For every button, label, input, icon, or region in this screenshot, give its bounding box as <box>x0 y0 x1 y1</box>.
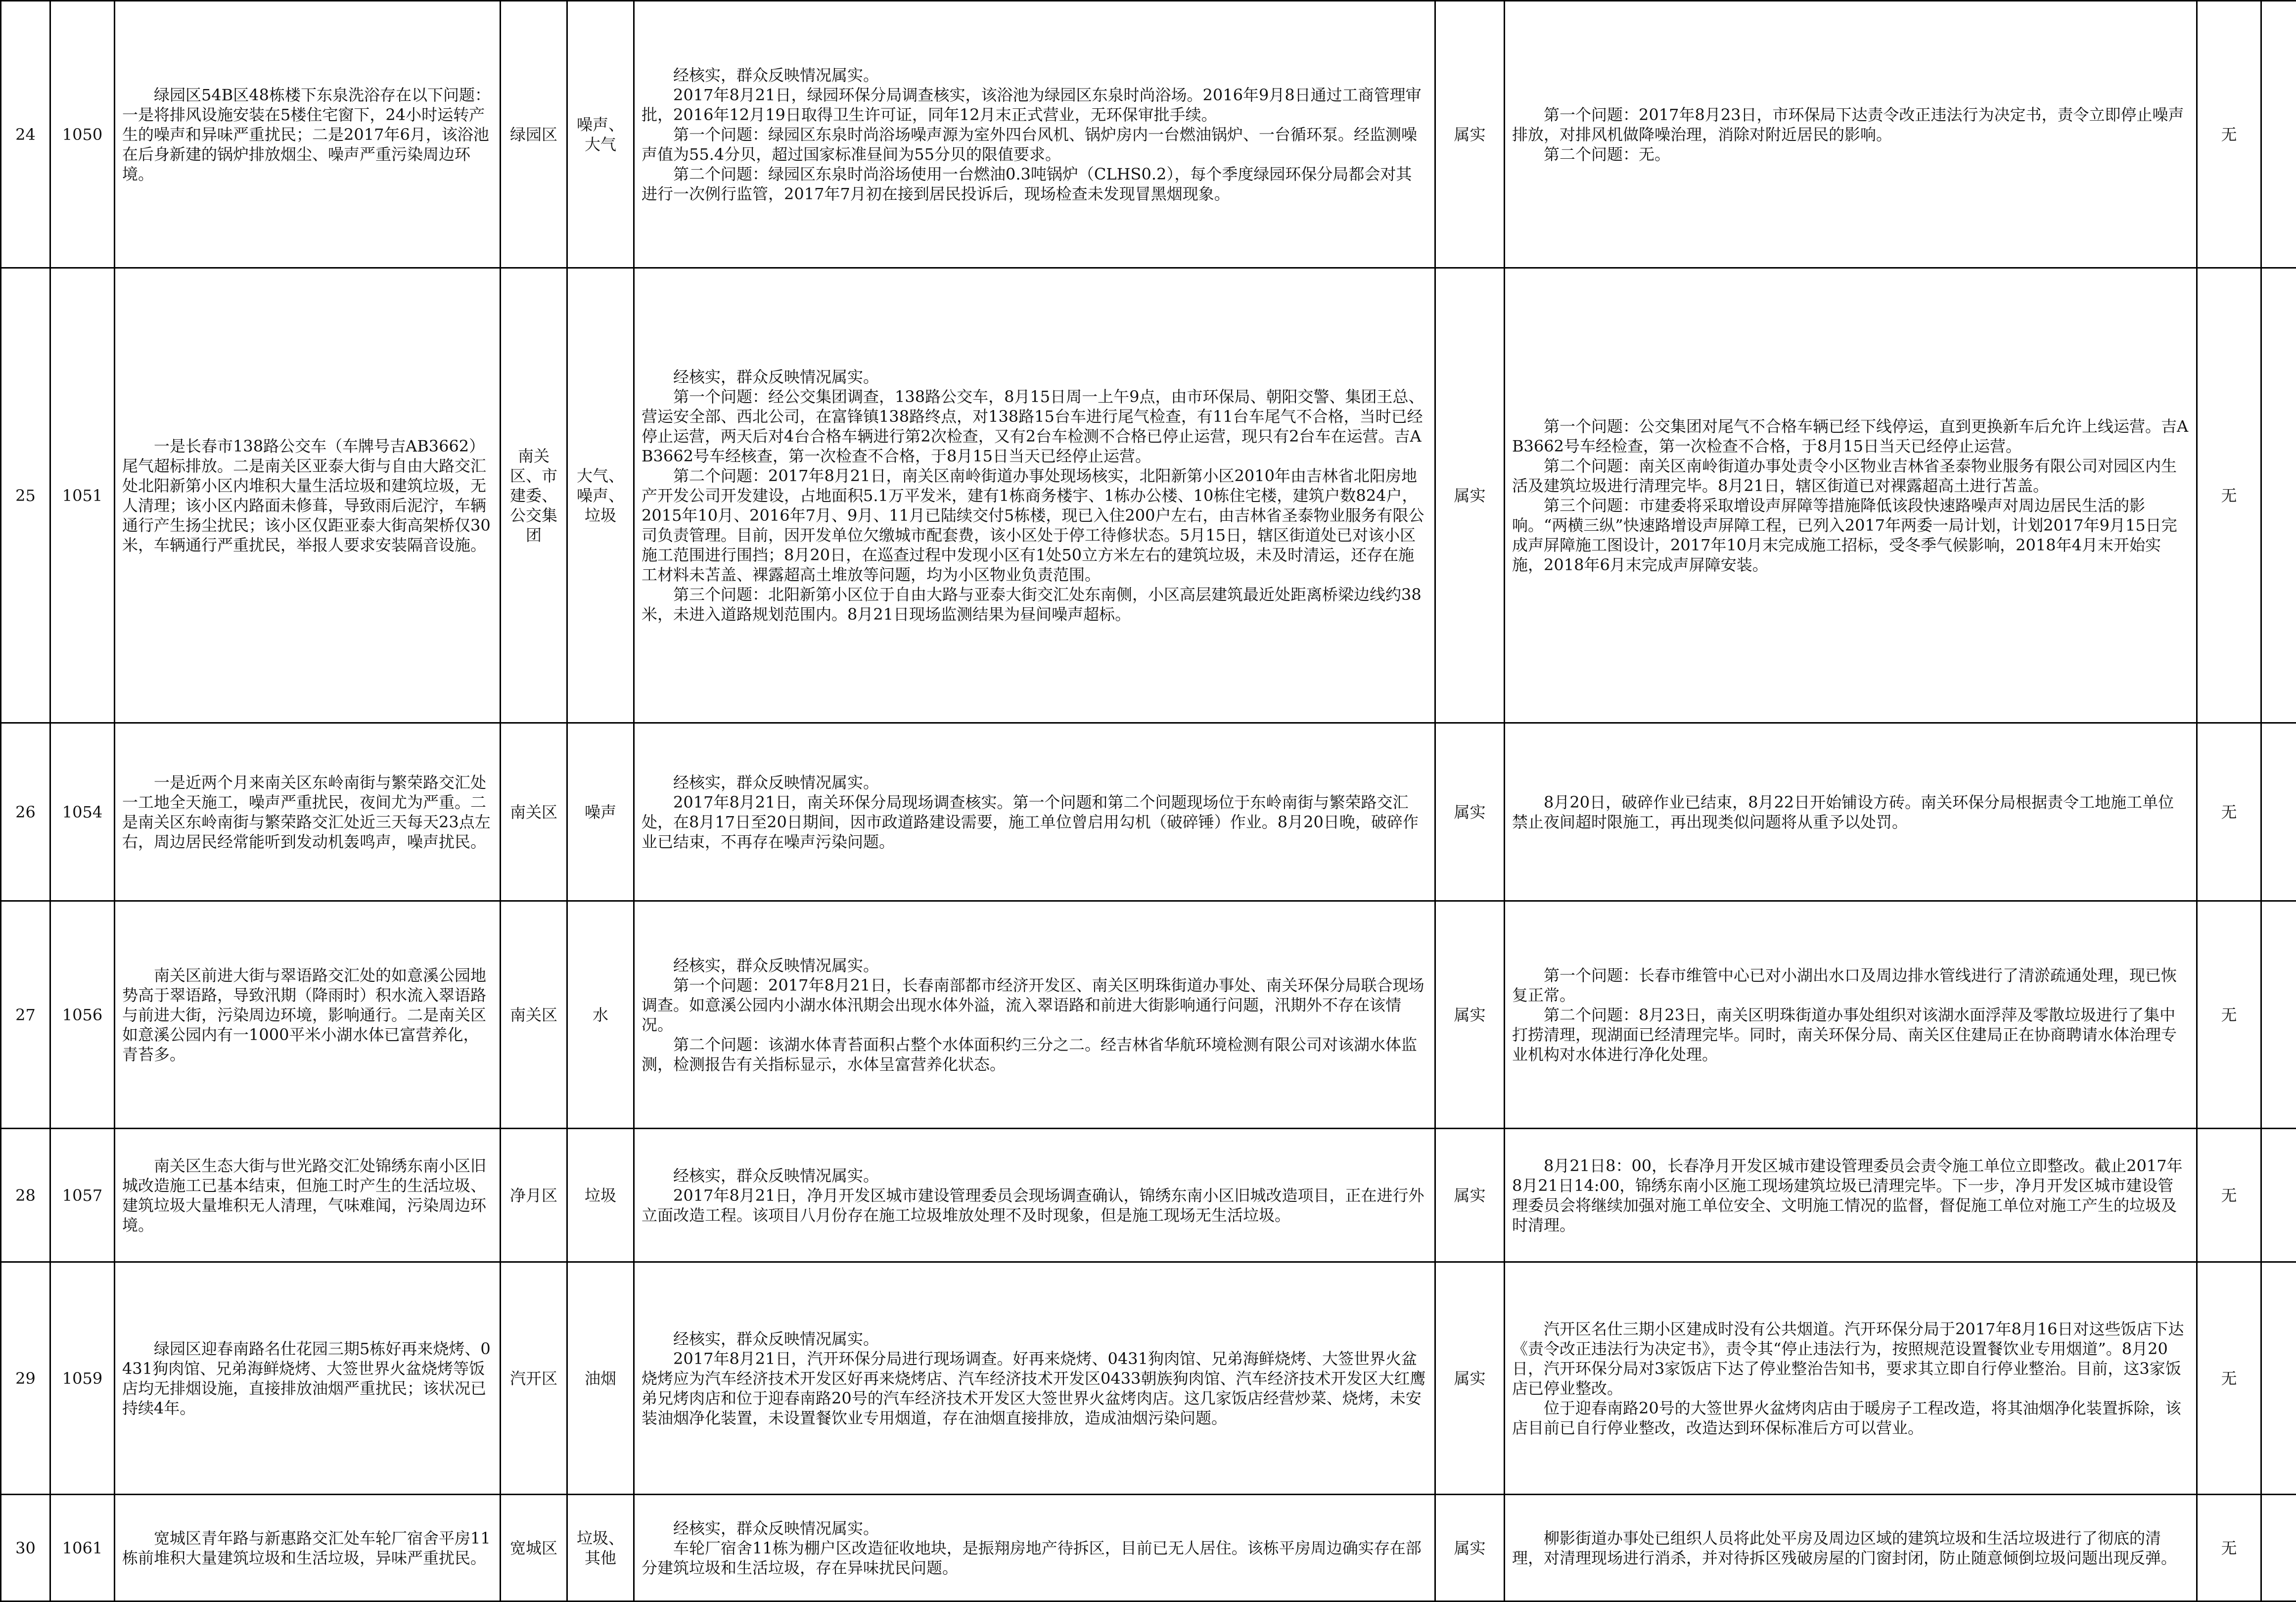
table-row <box>1 1 2296 268</box>
district: 净月区 <box>510 1186 557 1205</box>
verdict: 属实 <box>1454 125 1485 144</box>
handling-cell <box>1505 1 2197 268</box>
handling-text <box>1512 1156 2189 1235</box>
handling-cell <box>1505 1262 2197 1495</box>
pollution-type: 垃圾 <box>585 1186 616 1205</box>
investigation-paragraph: 第三个问题：北阳新第小区位于自由大路与亚泰大街交汇处东南侧，小区高层建筑最近处距离桥梁边线约38米，未进入道路规划范围内。8月21日现场监测结果为昼间噪声超标。 <box>642 585 1427 624</box>
investigation-text <box>642 367 1427 624</box>
complaint-text <box>122 965 493 1064</box>
district: 南关区、市建委、公交集团 <box>510 447 557 545</box>
handling-cell <box>1505 723 2197 901</box>
handling-text <box>1512 1528 2189 1568</box>
handling-paragraph: 第一个问题：长春市维管中心已对小湖出水口及周边排水管线进行了清淤疏通处理，现已恢复正常。 <box>1512 965 2189 1005</box>
investigation-text <box>642 1329 1427 1428</box>
pollution-type: 噪声 <box>585 803 616 822</box>
handling-cell <box>1505 268 2197 723</box>
verdict-cell <box>1435 1495 1505 1602</box>
investigation-text <box>642 65 1427 204</box>
handling-paragraph: 第一个问题：公交集团对尾气不合格车辆已经下线停运，直到更换新车后允许上线运营。吉AB3662号车经检查，第一次检查不合格，于8月15日当天已经停止运营。 <box>1512 416 2189 456</box>
accountability-cell <box>2197 1262 2261 1495</box>
investigation-paragraph: 第一个问题：经公交集团调查，138路公交车，8月15日周一上午9点，由市环保局、朝阳交警、集团王总、营运安全部、西北公司，在富锋镇138路终点，对138路15台车进行尾气检查，有11台车尾气不合格，当时已经停止运营，两天后对4台合格车辆进行第2次检查，又有2台车检测不合格已停止运营，现只有2台车在运营。吉AB3662号车经核查，第一次检查不合格，于8月15日当天已经停止运营。 <box>642 387 1427 466</box>
investigation-paragraph: 2017年8月21日，绿园环保分局调查核实，该浴池为绿园区东泉时尚浴场。2016年9月8日通过工商管理审批，2016年12月19日取得卫生许可证，同年12月末正式营业，无环保审批手续。 <box>642 85 1427 125</box>
blank-edge-cell <box>2261 1495 2296 1602</box>
row-index: 26 <box>15 803 36 822</box>
pollution-type: 油烟 <box>585 1369 616 1388</box>
handling-paragraph: 位于迎春南路20号的大签世界火盆烤肉店由于暖房子工程改造，将其油烟净化装置拆除，该店目前已自行停业整改，改造达到环保标准后方可以营业。 <box>1512 1398 2189 1438</box>
investigation-cell <box>634 723 1435 901</box>
table-row <box>1 1262 2296 1495</box>
accountability-cell <box>2197 901 2261 1129</box>
case-number: 1061 <box>62 1539 102 1557</box>
investigation-cell <box>634 1129 1435 1262</box>
blank-edge-cell <box>2261 901 2296 1129</box>
investigation-paragraph: 第二个问题：2017年8月21日，南关区南岭街道办事处现场核实，北阳新第小区2010年由吉林省北阳房地产开发公司开发建设，占地面积5.1万平发米，建有1栋商务楼宇、1栋办公楼、10栋住宅楼，建筑户数824户，2015年10月、2016年7月、9月、11月已陆续交付5栋楼，现已入住200户左右，由吉林省圣泰物业服务有限公司负责管理。目前，因开发单位欠缴城市配套费，该小区处于停工待修状态。5月15日，辖区街道处已对该小区施工范围进行围挡；8月20日，在巡查过程中发现小区有1处50立方米左右的建筑垃圾，未及时清运，还存在施工材料未苫盖、裸露超高土堆放等问题，均为小区物业负责范围。 <box>642 466 1427 585</box>
complaint-text <box>122 773 493 852</box>
investigation-paragraph: 经核实，群众反映情况属实。 <box>642 367 1427 387</box>
verdict-cell <box>1435 1262 1505 1495</box>
handling-text <box>1512 792 2189 832</box>
handling-paragraph: 第二个问题：8月23日，南关区明珠街道办事处组织对该湖水面浮萍及零散垃圾进行了集中打捞清理，现湖面已经清理完毕。同时，南关环保分局、南关区住建局正在协商聘请水体治理专业机构对水体进行净化处理。 <box>1512 1005 2189 1064</box>
handling-paragraph: 汽开区名仕三期小区建成时没有公共烟道。汽开环保分局于2017年8月16日对这些饭店下达《责令改正违法行为决定书》，责令其“停止违法行为，按照规范设置餐饮业专用烟道”。8月20日，汽开环保分局对3家饭店下达了停业整治告知书，要求其立即自行停业整治。目前，这3家饭店已停业整改。 <box>1512 1319 2189 1398</box>
table-body <box>1 1 2296 1602</box>
row-index-cell <box>1 268 50 723</box>
handling-paragraph: 8月21日8：00，长春净月开发区城市建设管理委员会责令施工单位立即整改。截止2017年8月21日14:00，锦绣东南小区施工现场建筑垃圾已清理完毕。下一步，净月开发区城市建设管理委员会将继续加强对施工单位安全、文明施工情况的监督，督促施工单位对施工产生的垃圾及时清理。 <box>1512 1156 2189 1235</box>
complaint-text <box>122 1528 493 1568</box>
accountability: 无 <box>2221 803 2237 822</box>
pollution-type-cell <box>567 1262 634 1495</box>
investigation-cell <box>634 1262 1435 1495</box>
case-number-cell <box>50 901 115 1129</box>
handling-paragraph: 第三个问题：市建委将采取增设声屏障等措施降低该段快速路噪声对周边居民生活的影响。“两横三纵”快速路增设声屏障工程，已列入2017年两委一局计划，计划2017年9月15日完成声屏障施工图设计，2017年10月末完成施工招标，受冬季气候影响，2018年4月末开始实施，2018年6月末完成声屏障安装。 <box>1512 496 2189 575</box>
accountability: 无 <box>2221 125 2237 144</box>
handling-cell <box>1505 1129 2197 1262</box>
investigation-paragraph: 经核实，群众反映情况属实。 <box>642 956 1427 975</box>
pollution-type-cell <box>567 1 634 268</box>
row-index: 30 <box>15 1539 36 1557</box>
complaint-paragraph: 一是长春市138路公交车（车牌号吉AB3662）尾气超标排放。二是南关区亚泰大街与自由大路交汇处北阳新第小区内堆积大量生活垃圾和建筑垃圾，无人清理；该小区内路面未修葺，导致雨后泥泞，车辆通行产生扬尘扰民；该小区仅距亚泰大街高架桥仅30米，车辆通行严重扰民，举报人要求安装隔音设施。 <box>122 436 493 555</box>
accountability-cell <box>2197 268 2261 723</box>
district-cell <box>501 1262 567 1495</box>
district: 汽开区 <box>510 1369 557 1388</box>
district-cell <box>501 1129 567 1262</box>
case-number-cell <box>50 1262 115 1495</box>
pollution-type-cell <box>567 901 634 1129</box>
pollution-type: 噪声、大气 <box>577 115 624 154</box>
case-number-cell <box>50 268 115 723</box>
handling-paragraph: 第二个问题：南关区南岭街道办事处责令小区物业吉林省圣泰物业服务有限公司对园区内生活及建筑垃圾进行清理完毕。8月21日，辖区街道已对裸露超高土进行苫盖。 <box>1512 456 2189 496</box>
complaint-text <box>122 1156 493 1235</box>
row-index: 28 <box>15 1186 36 1205</box>
handling-text <box>1512 416 2189 575</box>
complaint-text <box>122 1339 493 1418</box>
pollution-type-cell <box>567 1129 634 1262</box>
handling-paragraph: 8月20日，破碎作业已结束，8月22日开始铺设方砖。南关环保分局根据责令工地施工单位禁止夜间超时限施工，再出现类似问题将从重予以处罚。 <box>1512 792 2189 832</box>
investigation-paragraph: 第一个问题：绿园区东泉时尚浴场噪声源为室外四台风机、锅炉房内一台燃油锅炉、一台循环泵。经监测噪声值为55.4分贝，超过国家标准昼间为55分贝的限值要求。 <box>642 125 1427 164</box>
row-index-cell <box>1 1 50 268</box>
district-cell <box>501 723 567 901</box>
accountability: 无 <box>2221 1006 2237 1024</box>
complaint-cell <box>115 268 501 723</box>
handling-text <box>1512 105 2189 164</box>
pollution-type: 大气、噪声、垃圾 <box>577 466 624 525</box>
complaint-text <box>122 85 493 184</box>
investigation-paragraph: 经核实，群众反映情况属实。 <box>642 65 1427 85</box>
district: 宽城区 <box>510 1539 557 1557</box>
table-row <box>1 1495 2296 1602</box>
case-number-cell <box>50 1129 115 1262</box>
accountability-cell <box>2197 1495 2261 1602</box>
accountability-cell <box>2197 723 2261 901</box>
case-number: 1051 <box>62 486 102 505</box>
investigation-paragraph: 2017年8月21日，汽开环保分局进行现场调查。好再来烧烤、0431狗肉馆、兄弟海鲜烧烤、大签世界火盆烧烤应为汽车经济技术开发区好再来烧烤店、汽车经济技术开发区0433朝族狗肉馆、汽车经济技术开发区大红鹰弟兄烤肉店和位于迎春南路20号的汽车经济技术开发区大签世界火盆烤肉店。这几家饭店经营炒菜、烧烤，未安装油烟净化装置，未设置餐饮业专用烟道，存在油烟直接排放，造成油烟污染问题。 <box>642 1349 1427 1428</box>
case-number: 1050 <box>62 125 102 144</box>
verdict-cell <box>1435 1 1505 268</box>
row-index: 27 <box>15 1006 36 1024</box>
district: 南关区 <box>510 803 557 822</box>
verdict-cell <box>1435 723 1505 901</box>
complaint-cell <box>115 723 501 901</box>
complaint-cell <box>115 1262 501 1495</box>
pollution-type-cell <box>567 723 634 901</box>
accountability-cell <box>2197 1 2261 268</box>
pollution-type-cell <box>567 268 634 723</box>
complaint-cell <box>115 1129 501 1262</box>
verdict: 属实 <box>1454 803 1485 822</box>
case-number: 1056 <box>62 1006 102 1024</box>
handling-paragraph: 柳影街道办事处已组织人员将此处平房及周边区域的建筑垃圾和生活垃圾进行了彻底的清理，对清理现场进行消杀，并对待拆区残破房屋的门窗封闭，防止随意倾倒垃圾问题出现反弹。 <box>1512 1528 2189 1568</box>
district-cell <box>501 901 567 1129</box>
investigation-text <box>642 773 1427 852</box>
investigation-paragraph: 2017年8月21日，南关环保分局现场调查核实。第一个问题和第二个问题现场位于东岭南街与繁荣路交汇处，在8月17日至20日期间，因市政道路建设需要，施工单位曾启用勾机（破碎锤）作业。8月20日晚，破碎作业已结束，不再存在噪声污染问题。 <box>642 792 1427 852</box>
blank-edge-cell <box>2261 1262 2296 1495</box>
case-number-cell <box>50 723 115 901</box>
blank-edge-cell <box>2261 723 2296 901</box>
verdict: 属实 <box>1454 486 1485 505</box>
case-number: 1059 <box>62 1369 102 1388</box>
case-number: 1054 <box>62 803 102 822</box>
investigation-paragraph: 经核实，群众反映情况属实。 <box>642 1329 1427 1349</box>
verdict: 属实 <box>1454 1186 1485 1205</box>
handling-paragraph: 第一个问题：2017年8月23日，市环保局下达责令改正违法行为决定书，责令立即停止噪声排放，对排风机做降噪治理，消除对附近居民的影响。 <box>1512 105 2189 144</box>
pollution-type: 垃圾、其他 <box>577 1529 624 1567</box>
table-row <box>1 723 2296 901</box>
investigation-text <box>642 956 1427 1074</box>
accountability: 无 <box>2221 1539 2237 1557</box>
handling-text <box>1512 965 2189 1064</box>
blank-edge-cell <box>2261 268 2296 723</box>
investigation-paragraph: 第二个问题：该湖水体青苔面积占整个水体面积约三分之二。经吉林省华航环境检测有限公司对该湖水体监测，检测报告有关指标显示，水体呈富营养化状态。 <box>642 1035 1427 1074</box>
blank-edge-cell <box>2261 1 2296 268</box>
investigation-cell <box>634 901 1435 1129</box>
row-index-cell <box>1 901 50 1129</box>
complaint-paragraph: 一是近两个月来南关区东岭南街与繁荣路交汇处一工地全天施工，噪声严重扰民，夜间尤为严重。二是南关区东岭南街与繁荣路交汇处近三天每天23点左右，周边居民经常能听到发动机轰鸣声，噪声扰民。 <box>122 773 493 852</box>
district: 南关区 <box>510 1006 557 1024</box>
verdict-cell <box>1435 901 1505 1129</box>
handling-cell <box>1505 901 2197 1129</box>
complaint-cell <box>115 1 501 268</box>
investigation-cell <box>634 1 1435 268</box>
complaint-cell <box>115 1495 501 1602</box>
row-index: 24 <box>15 125 36 144</box>
verdict: 属实 <box>1454 1006 1485 1024</box>
case-number-cell <box>50 1495 115 1602</box>
district-cell <box>501 1495 567 1602</box>
pollution-type: 水 <box>593 1006 608 1024</box>
blank-edge-cell <box>2261 1129 2296 1262</box>
verdict-cell <box>1435 268 1505 723</box>
complaint-paragraph: 南关区前进大街与翠语路交汇处的如意溪公园地势高于翠语路，导致汛期（降雨时）积水流入翠语路与前进大街，污染周边环境，影响通行。二是南关区如意溪公园内有一1000平米小湖水体已富营养化，青苔多。 <box>122 965 493 1064</box>
investigation-cell <box>634 268 1435 723</box>
investigation-text <box>642 1518 1427 1578</box>
accountability: 无 <box>2221 486 2237 505</box>
accountability-cell <box>2197 1129 2261 1262</box>
row-index-cell <box>1 1495 50 1602</box>
investigation-paragraph: 第二个问题：绿园区东泉时尚浴场使用一台燃油0.3吨锅炉（CLHS0.2），每个季度绿园环保分局都会对其进行一次例行监管，2017年7月初在接到居民投诉后，现场检查未发现冒黑烟现象。 <box>642 164 1427 204</box>
table-row <box>1 901 2296 1129</box>
investigation-paragraph: 2017年8月21日，净月开发区城市建设管理委员会现场调查确认，锦绣东南小区旧城改造项目，正在进行外立面改造工程。该项目八月份存在施工垃圾堆放处理不及时现象，但是施工现场无生活垃圾。 <box>642 1186 1427 1225</box>
verdict-cell <box>1435 1129 1505 1262</box>
accountability: 无 <box>2221 1369 2237 1388</box>
complaint-paragraph: 绿园区54B区48栋楼下东泉洗浴存在以下问题：一是将排风设施安装在5楼住宅窗下，24小时运转产生的噪声和异味严重扰民；二是2017年6月，该浴池在后身新建的锅炉排放烟尘、噪声严重污染周边环境。 <box>122 85 493 184</box>
investigation-paragraph: 经核实，群众反映情况属实。 <box>642 773 1427 792</box>
case-number: 1057 <box>62 1186 102 1205</box>
investigation-text <box>642 1166 1427 1225</box>
row-index-cell <box>1 1262 50 1495</box>
complaint-paragraph: 宽城区青年路与新惠路交汇处车轮厂宿舍平房11栋前堆积大量建筑垃圾和生活垃圾，异味严重扰民。 <box>122 1528 493 1568</box>
complaint-paragraph: 南关区生态大街与世光路交汇处锦绣东南小区旧城改造施工已基本结束，但施工时产生的生活垃圾、建筑垃圾大量堆积无人清理，气味难闻，污染周边环境。 <box>122 1156 493 1235</box>
verdict: 属实 <box>1454 1539 1485 1557</box>
investigation-cell <box>634 1495 1435 1602</box>
row-index: 29 <box>15 1369 36 1388</box>
district-cell <box>501 1 567 268</box>
investigation-paragraph: 车轮厂宿舍11栋为棚户区改造征收地块，是振翔房地产待拆区，目前已无人居住。该栋平房周边确实存在部分建筑垃圾和生活垃圾，存在异味扰民问题。 <box>642 1538 1427 1578</box>
handling-cell <box>1505 1495 2197 1602</box>
table-row <box>1 268 2296 723</box>
investigation-paragraph: 第一个问题：2017年8月21日，长春南部都市经济开发区、南关区明珠街道办事处、南关环保分局联合现场调查。如意溪公园内小湖水体汛期会出现水体外溢，流入翠语路和前进大街影响通行问题，汛期外不存在该情况。 <box>642 975 1427 1035</box>
row-index-cell <box>1 723 50 901</box>
table-row <box>1 1129 2296 1262</box>
investigation-paragraph: 经核实，群众反映情况属实。 <box>642 1166 1427 1186</box>
investigation-paragraph: 经核实，群众反映情况属实。 <box>642 1518 1427 1538</box>
case-number-cell <box>50 1 115 268</box>
complaint-cell <box>115 901 501 1129</box>
district: 绿园区 <box>510 125 557 144</box>
verdict: 属实 <box>1454 1369 1485 1388</box>
row-index-cell <box>1 1129 50 1262</box>
district-cell <box>501 268 567 723</box>
complaint-text <box>122 436 493 555</box>
complaint-paragraph: 绿园区迎春南路名仕花园三期5栋好再来烧烤、0431狗肉馆、兄弟海鲜烧烤、大签世界火盆烧烤等饭店均无排烟设施，直接排放油烟严重扰民；该状况已持续4年。 <box>122 1339 493 1418</box>
accountability: 无 <box>2221 1186 2237 1205</box>
handling-paragraph: 第二个问题：无。 <box>1512 144 2189 164</box>
handling-text <box>1512 1319 2189 1438</box>
row-index: 25 <box>15 486 36 505</box>
pollution-type-cell <box>567 1495 634 1602</box>
